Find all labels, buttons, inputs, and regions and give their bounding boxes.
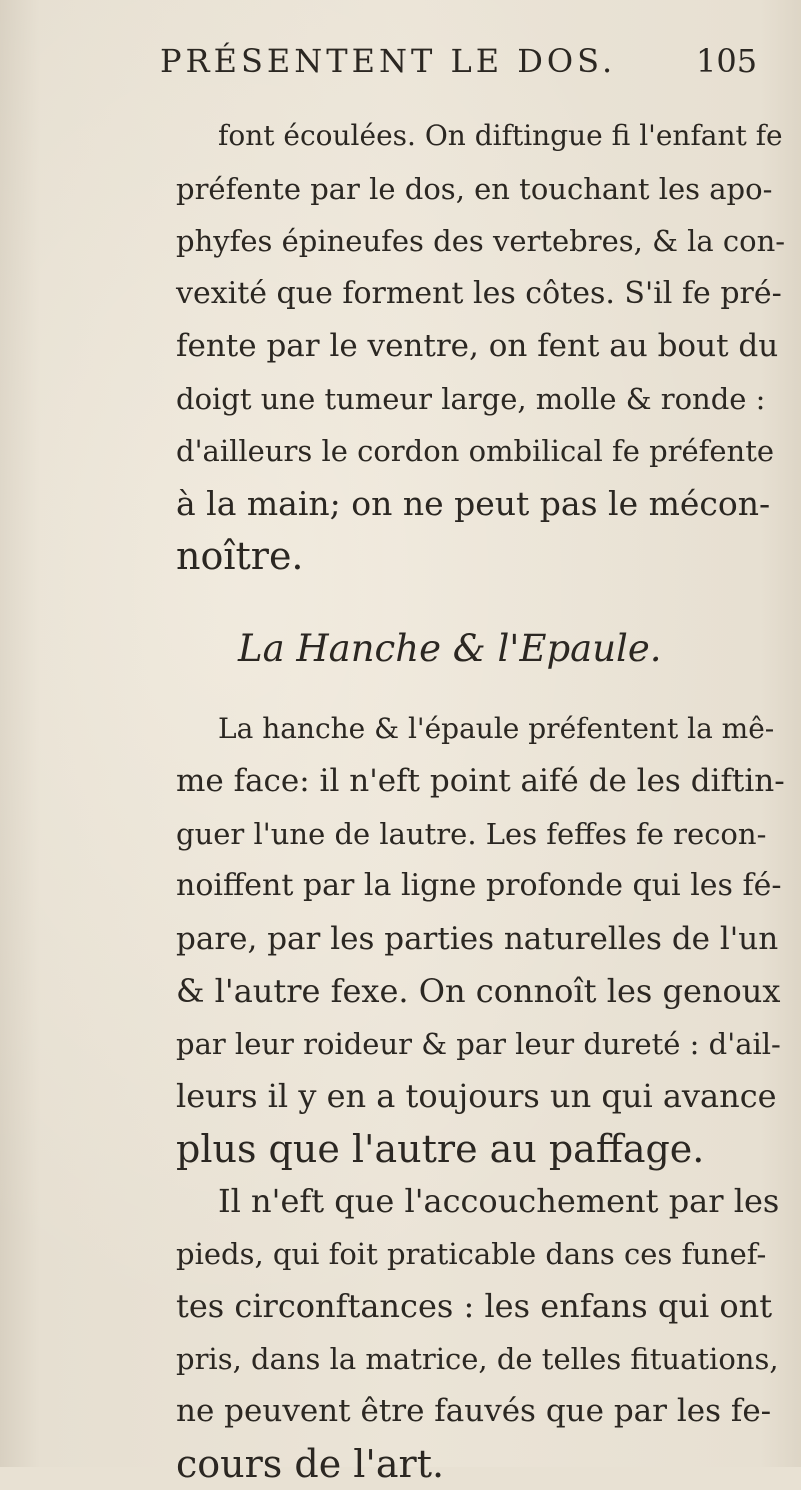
text-line: vexité que forment les côtes. S'il fe pré- (176, 275, 782, 311)
text-line: noître. (176, 534, 304, 578)
text-line: ne peuvent être fauvés que par les fe- (176, 1393, 772, 1429)
section-heading: La Hanche & l'Epaule. (238, 626, 662, 670)
text-line: tes circonftances : les enfans qui ont (176, 1287, 773, 1325)
text-line: leurs il y en a toujours un qui avance (176, 1077, 777, 1115)
running-header (0, 42, 801, 82)
text-line: à la main; on ne peut pas le mécon- (176, 483, 771, 523)
text-line: doigt une tumeur large, molle & ronde : (176, 381, 766, 416)
text-line: pris, dans la matrice, de telles fituations, (176, 1341, 779, 1376)
text-line: préfente par le dos, en touchant les apo- (176, 171, 773, 206)
text-line: La hanche & l'épaule préfentent la mê- (218, 711, 775, 745)
text-line: Il n'eft que l'accouchement par les (218, 1182, 780, 1220)
text-line: font écoulées. On diftingue fi l'enfant fe (218, 119, 783, 152)
text-line: noiffent par la ligne profonde qui les fé- (176, 868, 782, 903)
text-line: guer l'une de lautre. Les feffes fe recon- (176, 816, 767, 851)
text-line: par leur roideur & par leur dureté : d'ail- (176, 1026, 781, 1061)
text-line: pare, par les parties naturelles de l'un (176, 920, 779, 957)
text-line: cours de l'art. (176, 1441, 445, 1486)
text-line: pieds, qui foit praticable dans ces funef- (176, 1236, 767, 1271)
running-title: PRÉSENTENT LE DOS. (160, 42, 617, 80)
text-line: fente par le ventre, on fent au bout du (176, 328, 779, 364)
text-line: me face: il n'eft point aifé de les diftin- (176, 763, 785, 799)
text-line: & l'autre fexe. On connoît les genoux (176, 972, 781, 1010)
text-line: phyfes épineufes des vertebres, & la con- (176, 224, 786, 258)
text-line: d'ailleurs le cordon ombilical fe préfente (176, 434, 775, 468)
page-number: 105 (696, 42, 758, 80)
text-line: plus que l'autre au paffage. (176, 1126, 705, 1171)
